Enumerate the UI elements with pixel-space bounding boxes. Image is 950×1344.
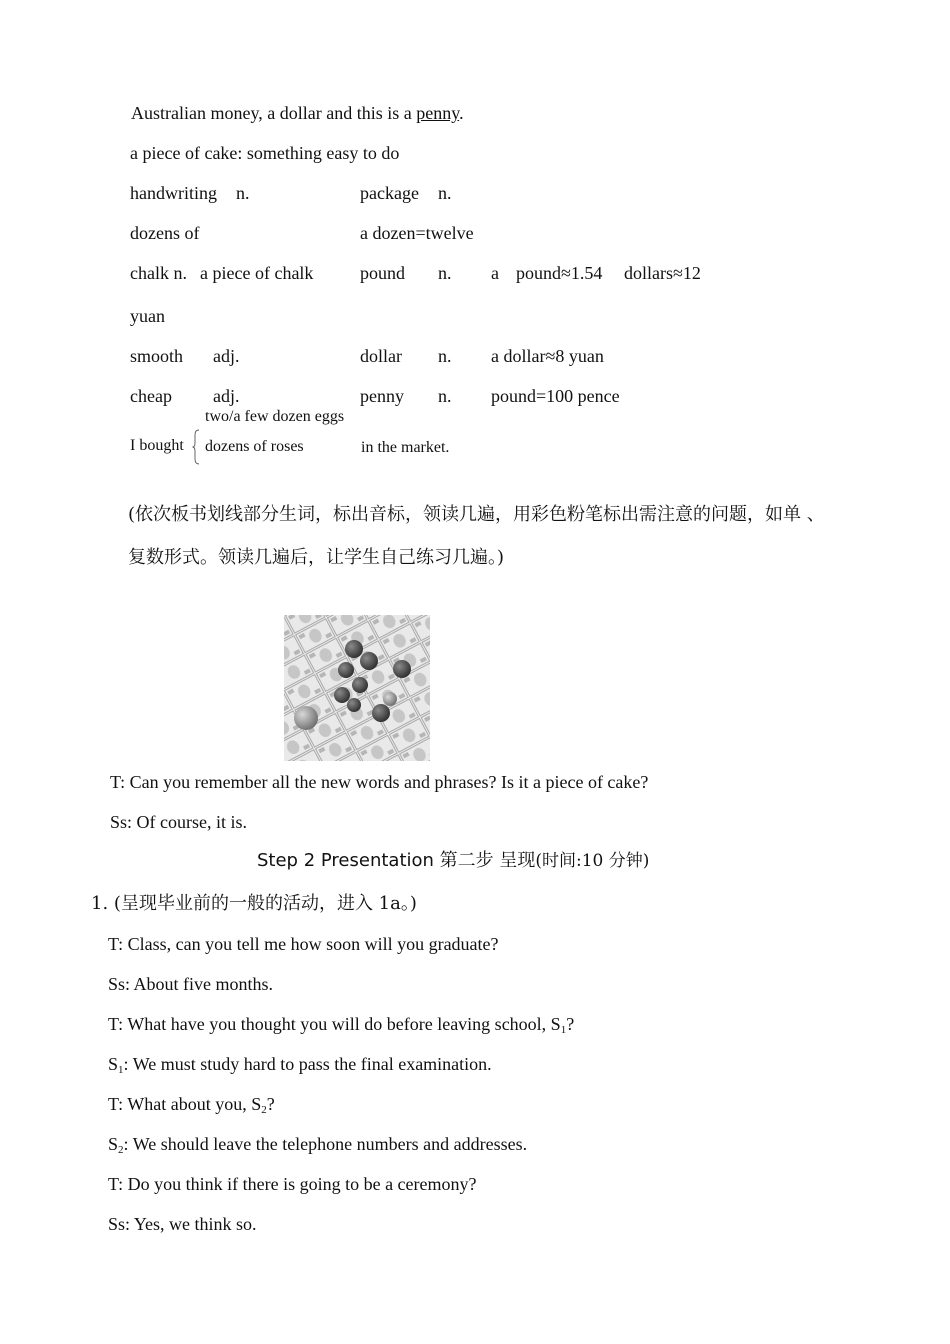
- teaching-note-line2: 复数形式。领读几遍后，让学生自己练习几遍。): [128, 547, 505, 568]
- vocab-dozen-note: a dozen=twelve: [360, 223, 474, 243]
- dialog-line-of-course: Ss: Of course, it is.: [110, 812, 247, 832]
- vocab-smooth: smooth: [130, 346, 184, 366]
- vocab-line-text: Australian money, a dollar and this is a: [131, 103, 417, 123]
- vocab-cheap-pos: adj.: [213, 386, 240, 406]
- vocab-dollar-pos: n.: [438, 346, 452, 366]
- teaching-note-line1: (依次板书划线部分生词，标出音标，领读几遍，用彩色粉笔标出需注意的问题，如单 、: [128, 504, 825, 525]
- subscript: 2: [261, 1104, 267, 1116]
- item-1: [91, 895, 417, 913]
- vocab-handwriting-pos: n.: [236, 183, 250, 203]
- left-brace-icon: [192, 429, 200, 465]
- dialog-line-graduate: T: Class, can you tell me how soon will you graduate?: [108, 934, 499, 954]
- coins-on-banknotes-icon: [284, 615, 430, 761]
- bought-option-roses: dozens of roses: [205, 438, 304, 455]
- dialog-line-remember: T: Can you remember all the new words and phrases? Is it a piece of cake?: [110, 772, 649, 792]
- vocab-yuan: yuan: [130, 306, 165, 326]
- dialog-text: : We should leave the telephone numbers and addresses.: [123, 1134, 528, 1154]
- dialog-punct: ?: [566, 1014, 575, 1034]
- vocab-package-pos: n.: [438, 183, 452, 203]
- dialog-line-what-about: [108, 1094, 275, 1116]
- item-text: (呈现毕业前的一般的活动，进入 1a。): [113, 893, 417, 914]
- step2-heading: [257, 852, 649, 870]
- vocab-dozens-of: dozens of: [130, 223, 200, 243]
- dialog-line-study-hard: [108, 1054, 492, 1076]
- vocab-pound-note-dollars: dollars≈12: [624, 263, 701, 283]
- vocab-penny: penny: [360, 386, 404, 406]
- vocab-dollar: dollar: [360, 346, 402, 366]
- dialog-line-think-so: Ss: Yes, we think so.: [108, 1214, 257, 1234]
- subscript: 2: [118, 1144, 124, 1156]
- vocab-pound: pound: [360, 263, 405, 283]
- vocab-line-australian: [131, 104, 464, 122]
- vocab-penny-note: pound=100 pence: [491, 386, 620, 406]
- dialog-line-five-months: Ss: About five months.: [108, 974, 274, 994]
- dialog-text: : We must study hard to pass the final examination.: [123, 1054, 492, 1074]
- bought-subject: I bought: [130, 437, 184, 454]
- vocab-chalk-example: a piece of chalk: [200, 263, 314, 283]
- vocab-line-cake: a piece of cake: something easy to do: [130, 143, 400, 163]
- dialog-line-ceremony: T: Do you think if there is going to be a ceremony?: [108, 1174, 477, 1194]
- dialog-punct: ?: [266, 1094, 275, 1114]
- vocab-chalk: chalk n.: [130, 263, 187, 283]
- vocab-line-punct: .: [459, 103, 464, 123]
- vocab-package: package: [360, 183, 419, 203]
- bought-tail: in the market.: [361, 439, 450, 456]
- vocab-pound-note-rate: pound≈1.54: [516, 263, 603, 283]
- subscript: 1: [560, 1024, 567, 1036]
- dialog-text: T: What have you thought you will do before leaving school, S: [108, 1014, 561, 1034]
- step2-title: Step 2 Presentation 第二步 呈现: [257, 850, 536, 871]
- vocab-pound-pos: n.: [438, 263, 452, 283]
- dialog-text: T: What about you, S: [108, 1094, 262, 1114]
- vocab-smooth-pos: adj.: [213, 346, 240, 366]
- item-number: 1.: [91, 893, 109, 914]
- underlined-word: penny: [416, 103, 460, 123]
- subscript: 1: [118, 1064, 124, 1076]
- vocab-penny-pos: n.: [438, 386, 452, 406]
- vocab-cheap: cheap: [130, 386, 172, 406]
- dialog-line-before-leaving: [108, 1014, 575, 1036]
- bought-option-eggs: two/a few dozen eggs: [205, 408, 345, 425]
- dialog-line-telephone: [108, 1134, 528, 1156]
- vocab-dollar-note: a dollar≈8 yuan: [491, 346, 604, 366]
- vocab-pound-note-a: a: [491, 263, 499, 283]
- dialog-speaker: S: [108, 1054, 119, 1074]
- dialog-speaker: S: [108, 1134, 119, 1154]
- step2-time: (时间:10 分钟): [535, 851, 650, 871]
- vocab-handwriting: handwriting: [130, 183, 217, 203]
- coins-on-banknotes-image: [284, 615, 430, 761]
